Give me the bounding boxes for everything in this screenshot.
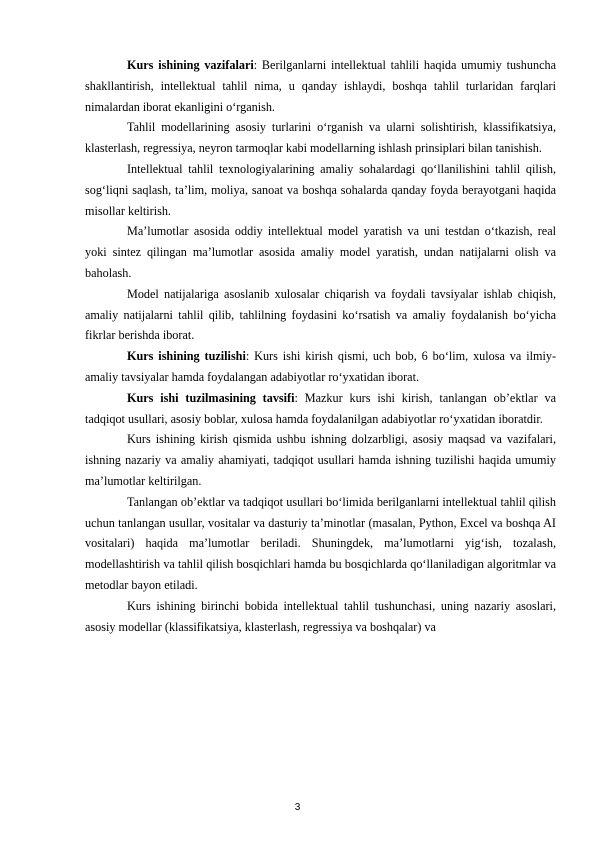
paragraph-text: Ma’lumotlar asosida oddiy intellektual model yaratish va uni testdan o‘tkazish, real yoki sintez qilingan ma’lumotlar asosida amaliy model yaratish, undan natijalarni olish va baholash. — [85, 224, 556, 280]
paragraph-structure-description — [85, 388, 556, 430]
paragraph-text: : Kurs ishi kirish qismi, uch bob, 6 bo‘lim, xulosa va ilmiy-amaliy tavsiyalar hamda foydalangan adabiyotlar ro‘yxatidan iborat. — [85, 349, 557, 384]
paragraph-text: Intellektual tahlil texnologiyalarining amaliy sohalardagi qo‘llanilishini tahlil qilish, sog‘liqni saqlash, ta’lim, moliya, sanoat va boshqa sohalarda qanday foyda berayotgani haqida misollar keltirish. — [85, 161, 556, 218]
paragraph-text: Kurs ishining birinchi bobida intellektual tahlil tushunchasi, uning nazariy asoslari, asosiy modellar (klassifikatsiya, klasterlash, regressiya va boshqalar) va — [85, 598, 556, 634]
paragraph-conclusions — [85, 284, 556, 346]
paragraph-text: Tanlangan ob’ektlar va tadqiqot usullari bo‘limida berilganlarni intellektual tahlil qilish uchun tanlangan usullar, vositalar va dasturiy ta’minotlar (masalan, Python, Excel va boshqa AI vositalari) haqida ma’lumotlar beriladi. Shuningdek, ma’lumotlarni yig‘ish, tozalash, modellashtirish va tahlil qilish bosqichlari hamda bu bosqichlarda qo‘llaniladigan algoritmlar va metodlar bayon etiladi. — [85, 494, 556, 592]
heading-structure-description: Kurs ishi tuzilmasining tavsifi — [127, 390, 295, 405]
paragraph-methods — [85, 492, 556, 596]
body-text — [85, 55, 556, 637]
paragraph-applications — [85, 159, 556, 221]
heading-structure: Kurs ishining tuzilishi — [127, 349, 246, 364]
paragraph-chapter-one — [85, 596, 556, 638]
paragraph-text: Tahlil modellarining asosiy turlarini o‘rganish va ularni solishtirish, klassifikatsiya, klasterlash, regressiya, neyron tarmoqlar kabi modellarning ishlash prinsiplari bilan tanishish. — [85, 120, 556, 156]
paragraph-model-building — [85, 221, 556, 283]
page-number: 3 — [294, 802, 301, 813]
paragraph-models — [85, 117, 556, 159]
paragraph-text: : Berilganlarni intellektual tahlili haqida umumiy tushuncha shakllantirish, intellektual tahlil nima, u qanday ishlaydi, boshqa tahlil turlaridan farqlari nimalardan iborat ekanligini o‘rganish. — [85, 58, 556, 114]
paragraph-structure — [85, 346, 556, 388]
heading-goals: Kurs ishining vazifalari — [127, 58, 254, 72]
paragraph-introduction — [85, 429, 556, 491]
paragraph-text: Model natijalariga asoslanib xulosalar chiqarish va foydali tavsiyalar ishlab chiqish, amaliy natijalarni tahlil qilib, tahlilning foydasini ko‘rsatish va amaliy foydalanish bo‘yicha fikrlar berishda iborat. — [85, 286, 556, 343]
paragraph-text: Kurs ishining kirish qismida ushbu ishning dolzarbligi, asosiy maqsad va vazifalari, ishning nazariy va amaliy ahamiyati, tadqiqot usullari hamda ishning tuzilishi haqida umumiy ma’lumotlar keltirilgan. — [85, 432, 556, 488]
paragraph-goals — [85, 55, 556, 117]
paragraph-text: : Mazkur kurs ishi kirish, tanlangan ob’ektlar va tadqiqot usullari, asosiy boblar, xulosa hamda foydalanilgan adabiyotlar ro‘yxatidan iboratdir. — [85, 390, 556, 426]
